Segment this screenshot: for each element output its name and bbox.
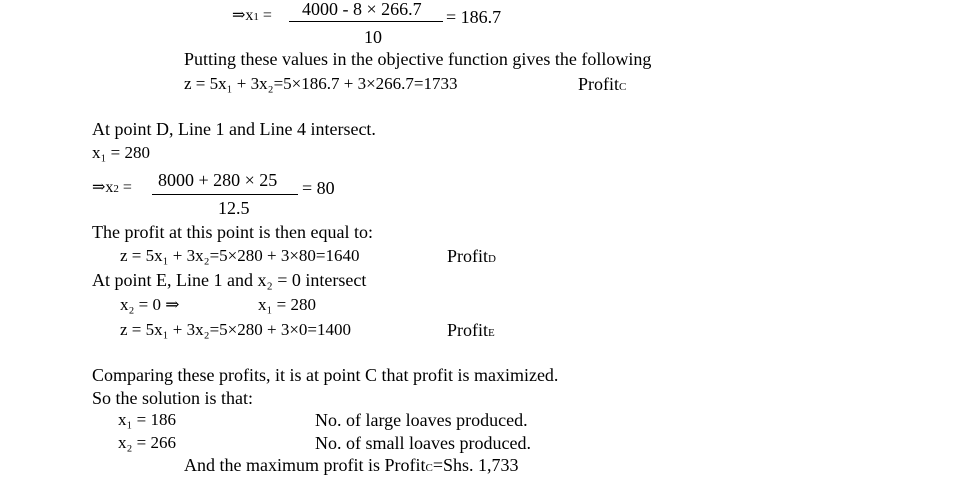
subscript: E (488, 327, 495, 339)
fraction-denominator-d: 12.5 (218, 198, 250, 218)
fraction-result-c: = 186.7 (446, 7, 502, 27)
solution-x1-description: No. of large loaves produced. (315, 410, 528, 430)
subscript: D (488, 253, 496, 265)
profit-word: Profit (578, 74, 620, 94)
solution-x1-line: x₁ = 186 (118, 410, 177, 429)
profit-d-label (447, 247, 496, 265)
subscript: C (619, 81, 627, 93)
max-profit-value: =Shs. 1,733 (432, 455, 519, 475)
point-e-x1-line: x₁ = 280 (258, 295, 317, 314)
x1-implies-label (232, 8, 272, 24)
equals-sign: = (122, 179, 132, 196)
profit-word: Profit (447, 320, 489, 340)
point-e-x2-line: x₂ = 0 ⇒ (120, 295, 180, 314)
x2-implies-label (92, 180, 132, 196)
profit-c-label (578, 75, 626, 93)
fraction-numerator-d: 8000 + 280 × 25 (158, 170, 278, 190)
profit-intro-text: The profit at this point is then equal to: (92, 222, 373, 242)
subscript: 2 (113, 183, 119, 195)
subscript: C (425, 462, 433, 474)
fraction-numerator-c: 4000 - 8 × 266.7 (302, 0, 422, 19)
solution-x2-description: No. of small loaves produced. (315, 433, 531, 453)
putting-values-text: Putting these values in the objective function gives the following (184, 49, 652, 69)
fraction-bar-d (152, 194, 298, 195)
max-profit-prefix: And the maximum profit is Profit (184, 455, 426, 475)
fraction-bar-c (289, 21, 443, 22)
comparing-profits-text: Comparing these profits, it is at point C that profit is maximized. (92, 365, 559, 385)
fraction-denominator-c: 10 (364, 27, 382, 47)
point-d-heading: At point D, Line 1 and Line 4 intersect. (92, 119, 376, 139)
point-d-x1-line: x₁ = 280 (92, 143, 151, 162)
profit-e-label (447, 321, 495, 339)
solution-intro-text: So the solution is that: (92, 388, 254, 408)
solution-x2-line: x₂ = 266 (118, 433, 177, 452)
maximum-profit-line (184, 456, 519, 474)
fraction-result-d: = 80 (302, 178, 335, 198)
subscript: 1 (253, 11, 259, 23)
objective-z-line-c: z = 5x₁ + 3x₂=5×186.7 + 3×266.7=1733 (184, 74, 458, 93)
implies-x-symbol: ⇒x (92, 179, 114, 196)
objective-z-line-d: z = 5x₁ + 3x₂=5×280 + 3×80=1640 (120, 246, 360, 265)
equals-sign: = (262, 7, 272, 24)
implies-x-symbol: ⇒x (232, 7, 254, 24)
point-e-heading: At point E, Line 1 and x₂ = 0 intersect (92, 270, 367, 290)
profit-word: Profit (447, 246, 489, 266)
objective-z-line-e: z = 5x₁ + 3x₂=5×280 + 3×0=1400 (120, 320, 352, 339)
